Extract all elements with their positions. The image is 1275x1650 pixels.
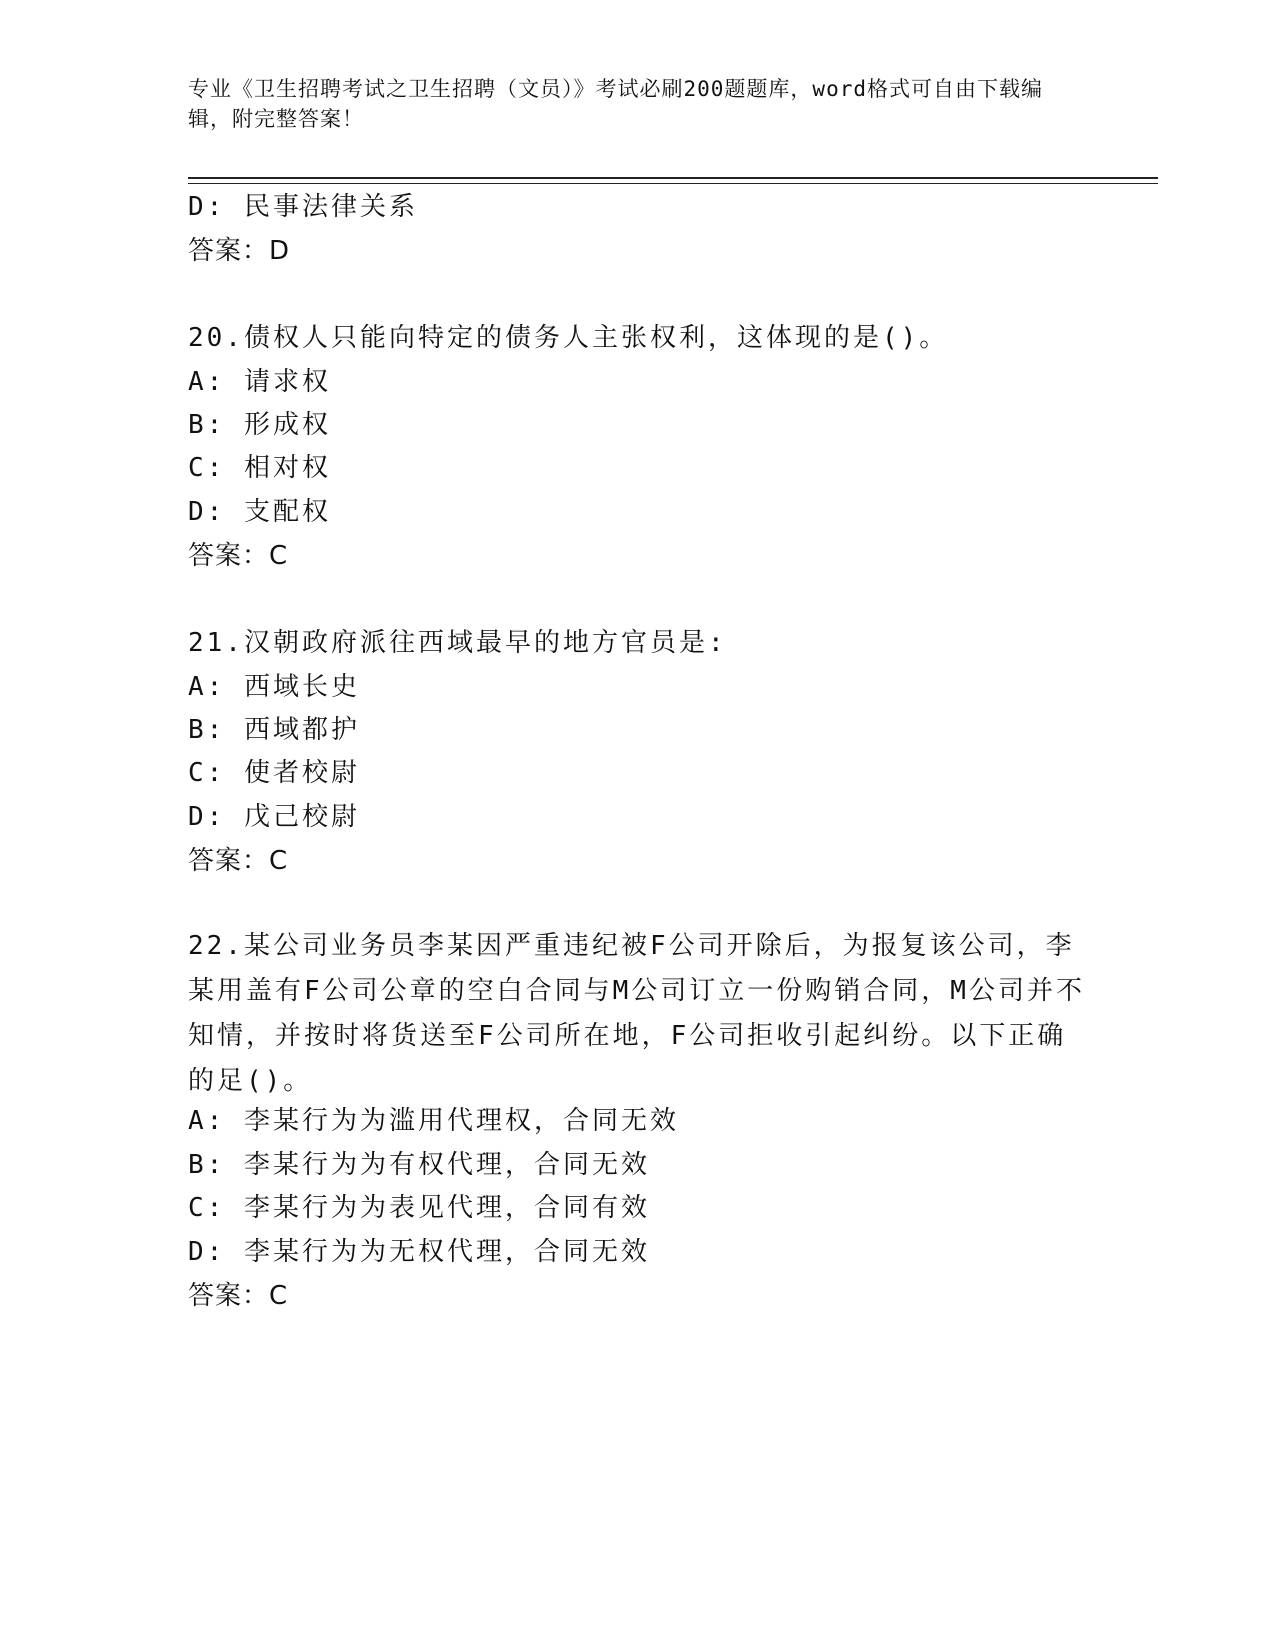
q22-option-b: B: 李某行为为有权代理，合同无效: [188, 1150, 650, 1180]
q19-answer: 答案：D: [188, 236, 291, 266]
q20-option-a: A: 请求权: [188, 367, 331, 397]
q21-option-d: D: 戊己校尉: [188, 802, 360, 832]
q21-option-b: B: 西域都护: [188, 715, 360, 745]
q22-option-c: C: 李某行为为表见代理，合同有效: [188, 1193, 650, 1223]
q22-option-a: A: 李某行为为滥用代理权，合同无效: [188, 1106, 679, 1136]
q22-question: 22.某公司业务员李某因严重违纪被F公司开除后，为报复该公司，李某用盖有F公司公章的空白合同与M公司订立一份购销合同，M公司并不知情，并按时将货送至F公司所在地，F公司拒收引起纠纷。以下正确的足()。: [188, 931, 1085, 1096]
q21-question: 21.汉朝政府派往西域最早的地方官员是:: [188, 628, 727, 658]
header-divider-thin: [188, 183, 1158, 184]
q21-answer: 答案：C: [188, 846, 289, 876]
q22-option-d: D: 李某行为为无权代理，合同无效: [188, 1237, 650, 1267]
q20-question: 20.债权人只能向特定的债务人主张权利，这体现的是()。: [188, 323, 949, 353]
q20-option-c: C: 相对权: [188, 453, 331, 483]
q19-option-d: D: 民事法律关系: [188, 192, 418, 222]
header-divider-thick: [188, 177, 1158, 179]
q21-option-a: A: 西域长史: [188, 672, 360, 702]
document-header: 专业《卫生招聘考试之卫生招聘（文员）》考试必刷200题题库，word格式可自由下载编辑，附完整答案！: [188, 77, 1043, 131]
q21-option-c: C: 使者校尉: [188, 758, 360, 788]
q20-option-d: D: 支配权: [188, 497, 331, 527]
q20-answer: 答案：C: [188, 541, 289, 571]
q22-answer: 答案：C: [188, 1281, 289, 1311]
q20-option-b: B: 形成权: [188, 410, 331, 440]
